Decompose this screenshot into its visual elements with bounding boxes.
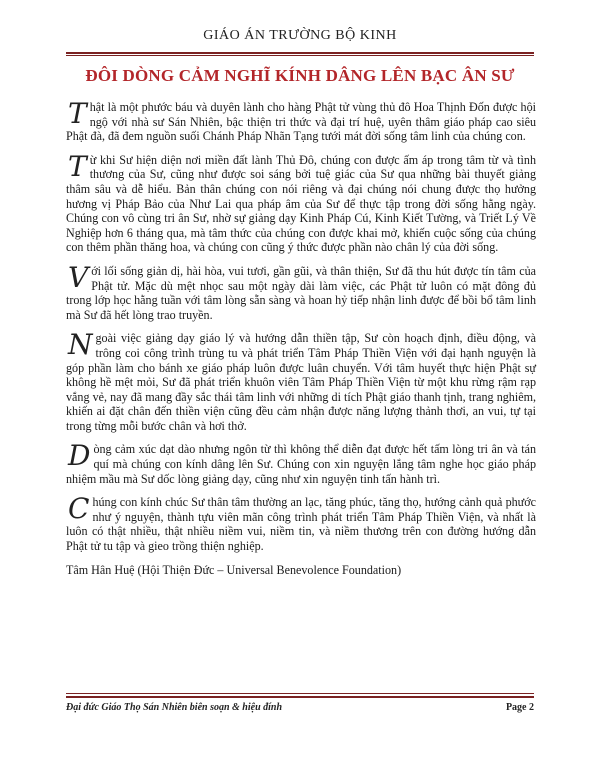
- drop-cap: N: [68, 328, 93, 362]
- paragraph: [66, 260, 536, 322]
- paragraph: [66, 97, 536, 144]
- paragraph: [66, 492, 536, 554]
- paragraph-text: hật là một phước báu và duyên lành cho hàng Phật tử vùng thủ đô Hoa Thịnh Đốn được hội ngộ với nhà sư Sán Nhiên, bậc thiện tri thức và đại trí huệ, uyên thâm giáo pháp cao siêu Phật đà, đã đem nguồn suối Chánh Pháp Nhãn Tạng tưới mát đời sống tâm linh của chúng con.: [66, 100, 536, 144]
- drop-cap: T: [68, 97, 87, 130]
- paragraph-text: òng cảm xúc dạt dào nhưng ngôn từ thì không thể diễn đạt được hết tấm lòng tri ân và tán quí mà chúng con kính dâng lên Sư. Chúng con xin nguyện lắng tâm nghe học giáo pháp nhiệm mầu mà Sư dốc lòng giảng dạy, cũng như xin nguyện tinh tấn hành trì.: [66, 442, 536, 486]
- paragraph-text: ừ khi Sư hiện diện nơi miền đất lành Thủ Đô, chúng con được ấm áp trong tâm từ và tình thương của Sư, cũng như được soi sáng bởi tuệ giác của Sư qua những bài thuyết giảng thâm sâu và dễ hiểu. Bản thân chúng con nói riêng và đại chúng nói chung được thọ hưởng hương vị Pháp Bảo của Như Lai qua pháp âm của Sư để thực tập trong đời sống hằng ngày. Chúng con vô cùng tri ân Sư, nhờ sự giảng dạy Kinh Pháp Cú, Kinh Kiết Tường, và Triết Lý Về Nghiệp hơn 6 tháng qua, mà tâm thức của chúng con được khai mở, khiến cuộc sống của chúng con thêm phần thăng hoa, và chúng con cũng ý thức được phần nào chân lý của đời sống.: [66, 152, 536, 255]
- drop-cap: T: [68, 149, 87, 183]
- document-body: [66, 97, 536, 577]
- header-divider-thin: [66, 55, 534, 56]
- paragraph: [66, 439, 536, 486]
- page-number: Page 2: [505, 702, 534, 713]
- paragraph: [66, 328, 536, 433]
- footer-credit: Đại đức Giáo Thọ Sán Nhiên biên soạn & hiệu đính: [66, 702, 283, 713]
- drop-cap: C: [68, 492, 90, 526]
- running-header: GIÁO ÁN TRƯỜNG BỘ KINH: [203, 28, 397, 43]
- footer-divider-thin: [66, 693, 534, 694]
- footer-divider: [66, 696, 534, 698]
- document-title: ĐÔI DÒNG CẢM NGHĨ KÍNH DÂNG LÊN BẠC ÂN SƯ: [85, 66, 515, 85]
- paragraph-text: húng con kính chúc Sư thân tâm thường an lạc, tăng phúc, tăng thọ, hướng cảnh quả phước như ý nguyện, thành tựu viên mãn công trình phát triển Tâm Pháp Thiền Viện, và nhất là luôn có thật nhiều, thật nhiều niềm vui, niềm tin, và niềm thương trên con đường hướng dẫn Phật tử tu tập và gieo trồng thiện nghiệp.: [66, 495, 536, 554]
- header-divider: [66, 52, 534, 54]
- signature: Tâm Hân Huệ (Hội Thiện Đức – Universal Benevolence Foundation): [66, 562, 402, 577]
- paragraph: [66, 149, 536, 255]
- drop-cap: D: [68, 439, 91, 473]
- drop-cap: V: [68, 260, 89, 294]
- paragraph-text: goài việc giảng dạy giáo lý và hướng dẫn thiền tập, Sư còn hoạch định, điều động, và trông coi công trình trùng tu và phát triển Tâm Pháp Thiền Viện với đại hạnh nguyện là góp phần làm cho bánh xe giáo pháp luôn được luân chuyển. Với tâm huyết thực hiện Phật sự không hề mệt mỏi, Sư đã phát triển khuôn viên Tâm Pháp Thiền Viện từ một khu rừng rậm rạp vắng vẻ, nay đã mang đầy sắc thái tâm linh với những di tích Phật giáo thanh tịnh, trang nghiêm, khiến ai đặt chân đến thiền viện cũng đều cảm nhận được năng lượng thảnh thơi, an vui, tự tại trong từng mỗi bước chân và hơi thở.: [66, 331, 536, 433]
- paragraph-text: ới lối sống giản dị, hài hòa, vui tươi, gần gũi, và thân thiện, Sư đã thu hút được tín tâm của Phật tử. Mặc dù mệt nhọc sau một ngày dài làm việc, các Phật tử luôn có mặt đông đủ trong lớp học hằng tuần với tâm lòng sẵn sàng và hoan hỷ tiếp nhận linh được để bồi bổ tâm linh mà Sư đã hết lòng trao truyền.: [66, 263, 536, 322]
